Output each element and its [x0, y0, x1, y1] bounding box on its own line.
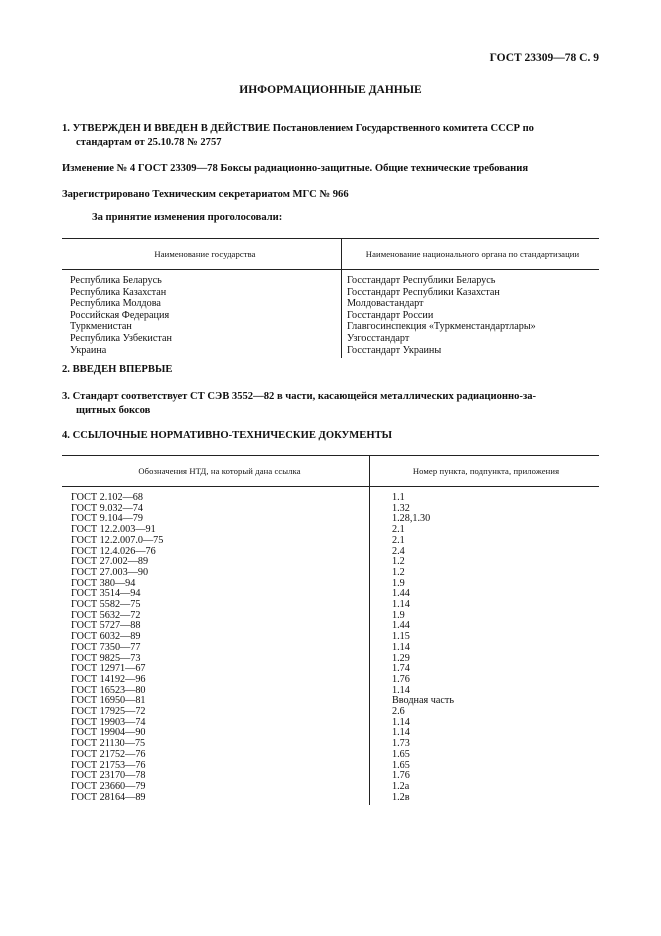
reference-doc: ГОСТ 5632—72 [62, 611, 370, 622]
reference-doc: ГОСТ 9.104—79 [62, 514, 370, 525]
reference-clause: 1.9 [370, 611, 600, 622]
references-table [62, 455, 599, 805]
table-row [62, 589, 599, 600]
reference-clause: 1.14 [370, 686, 600, 697]
reference-doc: ГОСТ 2.102—68 [62, 487, 370, 504]
reference-doc: ГОСТ 3514—94 [62, 589, 370, 600]
body-item: Госстандарт России [347, 309, 434, 321]
reference-doc: ГОСТ 16523—80 [62, 686, 370, 697]
state-item: Республика Казахстан [70, 286, 167, 298]
body-item: Узгосстандарт [347, 332, 410, 344]
page-header-doc-ref: ГОСТ 23309—78 С. 9 [489, 52, 599, 64]
reference-doc: ГОСТ 23170—78 [62, 771, 370, 782]
section-4: 4. ССЫЛОЧНЫЕ НОРМАТИВНО-ТЕХНИЧЕСКИЕ ДОКУМЕНТЫ [62, 430, 393, 441]
section-3 [62, 390, 602, 418]
reference-doc: ГОСТ 7350—77 [62, 643, 370, 654]
reference-clause: Вводная часть [370, 696, 600, 707]
table-row [62, 536, 599, 547]
reference-doc: ГОСТ 27.002—89 [62, 557, 370, 568]
table-row [62, 643, 599, 654]
reference-clause: 2.1 [370, 525, 600, 536]
state-item: Республика Узбекистан [70, 332, 172, 344]
reference-clause: 1.65 [370, 750, 600, 761]
reference-doc: ГОСТ 12.4.026—76 [62, 547, 370, 558]
section-1-line-2: стандартам от 25.10.78 № 2757 [76, 137, 222, 148]
reference-doc: ГОСТ 380—94 [62, 579, 370, 590]
table-row [62, 611, 599, 622]
reference-doc: ГОСТ 5582—75 [62, 600, 370, 611]
reference-doc: ГОСТ 17925—72 [62, 707, 370, 718]
reference-doc: ГОСТ 12.2.003—91 [62, 525, 370, 536]
state-item: Республика Беларусь [70, 275, 162, 286]
reference-doc: ГОСТ 5727—88 [62, 621, 370, 632]
voting-header-body: Наименование национального органа по стандартизации [342, 239, 600, 270]
reference-clause: 1.29 [370, 654, 600, 665]
reference-doc: ГОСТ 19903—74 [62, 718, 370, 729]
voting-states-cell [62, 270, 342, 359]
reference-clause: 1.14 [370, 643, 600, 654]
reference-doc: ГОСТ 6032—89 [62, 632, 370, 643]
reference-doc: ГОСТ 28164—89 [62, 793, 370, 806]
table-row [62, 487, 599, 504]
reference-doc: ГОСТ 21753—76 [62, 761, 370, 772]
references-header-clause: Номер пункта, подпункта, приложения [370, 456, 600, 487]
reference-clause: 1.2в [370, 793, 600, 806]
state-item: Республика Молдова [70, 298, 161, 310]
reference-clause: 1.2 [370, 568, 600, 579]
table-row [62, 793, 599, 806]
reference-clause: 2.1 [370, 536, 600, 547]
section-1 [62, 122, 602, 150]
body-item: Госстандарт Республики Казахстан [347, 286, 500, 298]
registered-line: Зарегистрировано Техническим секретариатом МГС № 966 [62, 189, 349, 200]
reference-clause: 1.14 [370, 600, 600, 611]
section-3-line-2: щитных боксов [76, 405, 151, 416]
section-3-line-1: 3. Стандарт соответствует СТ СЭВ 3552—82 в части, касающейся металлических радиационно-за- [62, 391, 537, 402]
reference-doc: ГОСТ 21130—75 [62, 739, 370, 750]
section-1-line-1: 1. УТВЕРЖДЕН И ВВЕДЕН В ДЕЙСТВИЕ Постановлением Государственного комитета СССР по [62, 123, 534, 134]
reference-clause: 1.14 [370, 718, 600, 729]
page-title: ИНФОРМАЦИОННЫЕ ДАННЫЕ [239, 84, 422, 96]
reference-clause: 1.65 [370, 761, 600, 772]
reference-doc: ГОСТ 21752—76 [62, 750, 370, 761]
reference-doc: ГОСТ 16950—81 [62, 696, 370, 707]
reference-doc: ГОСТ 12971—67 [62, 664, 370, 675]
table-row [62, 579, 599, 590]
reference-clause: 2.4 [370, 547, 600, 558]
reference-clause: 1.2а [370, 782, 600, 793]
references-header-doc: Обозначения НТД, на который дана ссылка [62, 456, 370, 487]
reference-clause: 1.2 [370, 557, 600, 568]
reference-clause: 1.44 [370, 621, 600, 632]
table-row [62, 621, 599, 632]
reference-clause: 1.74 [370, 664, 600, 675]
section-2: 2. ВВЕДЕН ВПЕРВЫЕ [62, 364, 173, 375]
reference-clause: 1.15 [370, 632, 600, 643]
reference-clause: 1.44 [370, 589, 600, 600]
reference-doc: ГОСТ 19904—90 [62, 728, 370, 739]
voted-label: За принятие изменения проголосовали: [92, 212, 283, 223]
body-item: Молдовастандарт [347, 298, 424, 310]
reference-clause: 1.1 [370, 487, 600, 504]
voting-bodies-cell [342, 270, 600, 359]
voting-header-state: Наименование государства [62, 239, 342, 270]
table-row [62, 750, 599, 761]
body-item: Главгосинспекция «Туркменстандартлары» [347, 321, 536, 333]
reference-clause: 1.76 [370, 675, 600, 686]
state-item: Украина [70, 344, 107, 356]
state-item: Российская Федерация [70, 309, 170, 321]
body-item: Госстандарт Республики Беларусь [347, 275, 496, 286]
voting-table [62, 238, 599, 358]
amendment-line: Изменение № 4 ГОСТ 23309—78 Боксы радиационно-защитные. Общие технические требования [62, 163, 529, 174]
reference-doc: ГОСТ 14192—96 [62, 675, 370, 686]
table-row [62, 568, 599, 579]
reference-clause: 1.14 [370, 728, 600, 739]
reference-doc: ГОСТ 23660—79 [62, 782, 370, 793]
reference-clause: 1.76 [370, 771, 600, 782]
body-item: Госстандарт Украины [347, 344, 442, 356]
reference-clause: 2.6 [370, 707, 600, 718]
reference-doc: ГОСТ 27.003—90 [62, 568, 370, 579]
state-item: Туркменистан [70, 321, 132, 333]
reference-clause: 1.32 [370, 504, 600, 515]
reference-clause: 1.73 [370, 739, 600, 750]
reference-clause: 1.28,1.30 [370, 514, 600, 525]
reference-doc: ГОСТ 9825—73 [62, 654, 370, 665]
references-table-body [62, 487, 599, 806]
reference-clause: 1.9 [370, 579, 600, 590]
table-row [62, 600, 599, 611]
reference-doc: ГОСТ 9.032—74 [62, 504, 370, 515]
reference-doc: ГОСТ 12.2.007.0—75 [62, 536, 370, 547]
table-row [62, 632, 599, 643]
